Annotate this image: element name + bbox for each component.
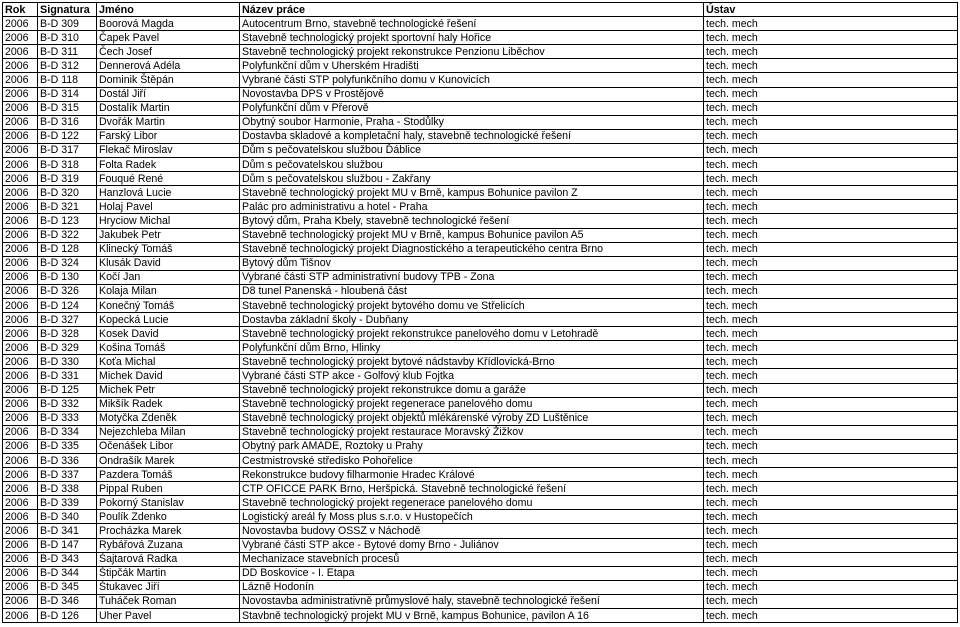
cell-rok: 2006	[3, 200, 38, 214]
theses-table	[2, 2, 958, 623]
cell-ustav: tech. mech	[704, 383, 958, 397]
cell-rok: 2006	[3, 298, 38, 312]
cell-nazev-prace: Stavebně technologický projekt MU v Brně, kampus Bohunice pavilon Z	[240, 186, 704, 200]
cell-signatura: B-D 123	[38, 214, 97, 228]
cell-ustav: tech. mech	[704, 228, 958, 242]
cell-jmeno: Kosek David	[97, 327, 240, 341]
cell-jmeno: Nejezchleba Milan	[97, 425, 240, 439]
table-row	[3, 143, 958, 157]
cell-rok: 2006	[3, 284, 38, 298]
table-row	[3, 369, 958, 383]
cell-ustav: tech. mech	[704, 313, 958, 327]
cell-signatura: B-D 338	[38, 482, 97, 496]
cell-jmeno: Ondrašík Marek	[97, 454, 240, 468]
table-row	[3, 580, 958, 594]
cell-rok: 2006	[3, 594, 38, 608]
cell-signatura: B-D 312	[38, 59, 97, 73]
table-row	[3, 115, 958, 129]
cell-signatura: B-D 339	[38, 496, 97, 510]
cell-nazev-prace: Polyfunkční dům v Uherském Hradišti	[240, 59, 704, 73]
cell-nazev-prace: Palác pro administrativu a hotel - Praha	[240, 200, 704, 214]
header-nazev-prace: Název práce	[240, 3, 704, 17]
cell-nazev-prace: Obytný soubor Harmonie, Praha - Stodůlky	[240, 115, 704, 129]
cell-rok: 2006	[3, 524, 38, 538]
cell-signatura: B-D 310	[38, 31, 97, 45]
header-row	[3, 3, 958, 17]
header-rok: Rok	[3, 3, 38, 17]
cell-signatura: B-D 314	[38, 87, 97, 101]
cell-ustav: tech. mech	[704, 59, 958, 73]
header-ustav: Ústav	[704, 3, 958, 17]
cell-rok: 2006	[3, 158, 38, 172]
cell-rok: 2006	[3, 609, 38, 623]
cell-ustav: tech. mech	[704, 17, 958, 31]
cell-jmeno: Klusák David	[97, 256, 240, 270]
cell-signatura: B-D 320	[38, 186, 97, 200]
cell-ustav: tech. mech	[704, 566, 958, 580]
cell-ustav: tech. mech	[704, 411, 958, 425]
cell-ustav: tech. mech	[704, 552, 958, 566]
cell-rok: 2006	[3, 411, 38, 425]
cell-rok: 2006	[3, 383, 38, 397]
cell-nazev-prace: Stavebně technologický projekt bytového domu ve Střelicích	[240, 298, 704, 312]
cell-jmeno: Čapek Pavel	[97, 31, 240, 45]
cell-signatura: B-D 344	[38, 566, 97, 580]
cell-nazev-prace: Stavebně technologický projekt restaurace Moravský Žižkov	[240, 425, 704, 439]
table-row	[3, 439, 958, 453]
cell-signatura: B-D 125	[38, 383, 97, 397]
cell-nazev-prace: Stavebně technologický projekt rekonstrukce Penzionu Liběchov	[240, 45, 704, 59]
cell-jmeno: Jakubek Petr	[97, 228, 240, 242]
cell-nazev-prace: Novostavba DPS v Prostějově	[240, 87, 704, 101]
cell-rok: 2006	[3, 87, 38, 101]
cell-rok: 2006	[3, 45, 38, 59]
cell-ustav: tech. mech	[704, 369, 958, 383]
table-row	[3, 341, 958, 355]
table-row	[3, 397, 958, 411]
cell-ustav: tech. mech	[704, 355, 958, 369]
table-row	[3, 327, 958, 341]
cell-nazev-prace: Vybrané části STP akce - Golfový klub Fojtka	[240, 369, 704, 383]
cell-ustav: tech. mech	[704, 580, 958, 594]
cell-signatura: B-D 336	[38, 454, 97, 468]
cell-ustav: tech. mech	[704, 327, 958, 341]
cell-ustav: tech. mech	[704, 256, 958, 270]
cell-signatura: B-D 130	[38, 270, 97, 284]
cell-nazev-prace: Dům s pečovatelskou službou - Zakřany	[240, 172, 704, 186]
cell-ustav: tech. mech	[704, 158, 958, 172]
cell-ustav: tech. mech	[704, 129, 958, 143]
table-row	[3, 186, 958, 200]
cell-nazev-prace: Stavebně technologický projekt MU v Brně, kampus Bohunice pavilon A5	[240, 228, 704, 242]
cell-signatura: B-D 329	[38, 341, 97, 355]
cell-rok: 2006	[3, 439, 38, 453]
cell-jmeno: Štipčák Martin	[97, 566, 240, 580]
cell-nazev-prace: Vybrané části STP polyfunkčního domu v Kunovicích	[240, 73, 704, 87]
cell-signatura: B-D 124	[38, 298, 97, 312]
cell-ustav: tech. mech	[704, 172, 958, 186]
cell-signatura: B-D 321	[38, 200, 97, 214]
cell-nazev-prace: Stavebně technologický projekt sportovní haly Hořice	[240, 31, 704, 45]
table-row	[3, 270, 958, 284]
cell-jmeno: Farský Libor	[97, 129, 240, 143]
cell-nazev-prace: Stavebně technologický projekt objektů mlékárenské výroby ZD Luštěnice	[240, 411, 704, 425]
table-row	[3, 284, 958, 298]
cell-rok: 2006	[3, 538, 38, 552]
header-jmeno: Jméno	[97, 3, 240, 17]
cell-signatura: B-D 309	[38, 17, 97, 31]
table-row	[3, 17, 958, 31]
cell-nazev-prace: Dostavba základní školy - Dubňany	[240, 313, 704, 327]
header-signatura: Signatura	[38, 3, 97, 17]
cell-jmeno: Hanzlová Lucie	[97, 186, 240, 200]
cell-ustav: tech. mech	[704, 510, 958, 524]
cell-ustav: tech. mech	[704, 298, 958, 312]
cell-nazev-prace: Cestmistrovské středisko Pohořelice	[240, 454, 704, 468]
cell-jmeno: Hryciow Michal	[97, 214, 240, 228]
table-row	[3, 129, 958, 143]
cell-ustav: tech. mech	[704, 594, 958, 608]
cell-rok: 2006	[3, 454, 38, 468]
cell-jmeno: Dennerová Adéla	[97, 59, 240, 73]
cell-ustav: tech. mech	[704, 397, 958, 411]
cell-jmeno: Kolaja Milan	[97, 284, 240, 298]
table-row	[3, 298, 958, 312]
cell-nazev-prace: Stavebně technologický projekt rekonstrukce domu a garáže	[240, 383, 704, 397]
cell-signatura: B-D 343	[38, 552, 97, 566]
cell-jmeno: Šajtarová Radka	[97, 552, 240, 566]
cell-signatura: B-D 318	[38, 158, 97, 172]
cell-nazev-prace: Vybrané části STP akce - Bytové domy Brno - Juliánov	[240, 538, 704, 552]
cell-rok: 2006	[3, 566, 38, 580]
cell-jmeno: Kočí Jan	[97, 270, 240, 284]
table-row	[3, 482, 958, 496]
cell-ustav: tech. mech	[704, 482, 958, 496]
cell-ustav: tech. mech	[704, 115, 958, 129]
table-row	[3, 510, 958, 524]
cell-rok: 2006	[3, 552, 38, 566]
table-row	[3, 383, 958, 397]
cell-rok: 2006	[3, 425, 38, 439]
cell-signatura: B-D 327	[38, 313, 97, 327]
cell-signatura: B-D 322	[38, 228, 97, 242]
cell-ustav: tech. mech	[704, 200, 958, 214]
table-row	[3, 87, 958, 101]
cell-jmeno: Košina Tomáš	[97, 341, 240, 355]
cell-nazev-prace: Stavebně technologický projekt rekonstrukce panelového domu v Letohradě	[240, 327, 704, 341]
cell-jmeno: Koťa Michal	[97, 355, 240, 369]
cell-rok: 2006	[3, 510, 38, 524]
table-row	[3, 214, 958, 228]
cell-signatura: B-D 345	[38, 580, 97, 594]
cell-signatura: B-D 333	[38, 411, 97, 425]
table-row	[3, 454, 958, 468]
cell-signatura: B-D 341	[38, 524, 97, 538]
cell-rok: 2006	[3, 270, 38, 284]
cell-jmeno: Klinecký Tomáš	[97, 242, 240, 256]
cell-rok: 2006	[3, 341, 38, 355]
cell-jmeno: Dvořák Martin	[97, 115, 240, 129]
cell-ustav: tech. mech	[704, 242, 958, 256]
cell-jmeno: Pazdera Tomáš	[97, 468, 240, 482]
cell-nazev-prace: Rekonstrukce budovy filharmonie Hradec Králové	[240, 468, 704, 482]
cell-ustav: tech. mech	[704, 143, 958, 157]
cell-jmeno: Boorová Magda	[97, 17, 240, 31]
cell-signatura: B-D 324	[38, 256, 97, 270]
cell-ustav: tech. mech	[704, 609, 958, 623]
cell-nazev-prace: Novostavba administrativně průmyslové haly, stavebně technologické řešení	[240, 594, 704, 608]
table-row	[3, 101, 958, 115]
cell-nazev-prace: Stavebně technologický projekt regenerace panelového domu	[240, 397, 704, 411]
table-row	[3, 31, 958, 45]
cell-jmeno: Kopecká Lucie	[97, 313, 240, 327]
cell-ustav: tech. mech	[704, 31, 958, 45]
cell-nazev-prace: DD Boskovice - I. Etapa	[240, 566, 704, 580]
cell-nazev-prace: Autocentrum Brno, stavebně technologické řešení	[240, 17, 704, 31]
table-row	[3, 524, 958, 538]
table-row	[3, 200, 958, 214]
table-row	[3, 355, 958, 369]
cell-rok: 2006	[3, 115, 38, 129]
cell-jmeno: Flekač Miroslav	[97, 143, 240, 157]
table-row	[3, 566, 958, 580]
cell-ustav: tech. mech	[704, 270, 958, 284]
table-row	[3, 158, 958, 172]
cell-signatura: B-D 335	[38, 439, 97, 453]
cell-ustav: tech. mech	[704, 468, 958, 482]
cell-signatura: B-D 328	[38, 327, 97, 341]
cell-rok: 2006	[3, 17, 38, 31]
table-row	[3, 552, 958, 566]
cell-nazev-prace: Mechanizace stavebních procesů	[240, 552, 704, 566]
cell-ustav: tech. mech	[704, 524, 958, 538]
cell-signatura: B-D 340	[38, 510, 97, 524]
table-row	[3, 425, 958, 439]
cell-jmeno: Pokorný Stanislav	[97, 496, 240, 510]
cell-rok: 2006	[3, 31, 38, 45]
cell-ustav: tech. mech	[704, 439, 958, 453]
table-row	[3, 538, 958, 552]
cell-nazev-prace: Dům s pečovatelskou službou	[240, 158, 704, 172]
cell-nazev-prace: Obytný park AMADE, Roztoky u Prahy	[240, 439, 704, 453]
cell-nazev-prace: Lázně Hodonín	[240, 580, 704, 594]
cell-signatura: B-D 315	[38, 101, 97, 115]
cell-ustav: tech. mech	[704, 538, 958, 552]
cell-jmeno: Rybářová Zuzana	[97, 538, 240, 552]
cell-signatura: B-D 330	[38, 355, 97, 369]
cell-ustav: tech. mech	[704, 284, 958, 298]
cell-rok: 2006	[3, 482, 38, 496]
cell-jmeno: Motyčka Zdeněk	[97, 411, 240, 425]
cell-signatura: B-D 118	[38, 73, 97, 87]
cell-rok: 2006	[3, 355, 38, 369]
cell-nazev-prace: Stavebně technologický projekt regenerace panelového domu	[240, 496, 704, 510]
cell-nazev-prace: Bytový dům, Praha Kbely, stavebně technologické řešení	[240, 214, 704, 228]
cell-rok: 2006	[3, 59, 38, 73]
table-row	[3, 496, 958, 510]
cell-nazev-prace: Stavbně technologický projekt MU v Brně, kampus Bohunice, pavilon A 16	[240, 609, 704, 623]
cell-nazev-prace: CTP OFICCE PARK Brno, Heršpická. Stavebně technologické řešení	[240, 482, 704, 496]
cell-signatura: B-D 334	[38, 425, 97, 439]
cell-nazev-prace: Logistický areál fy Moss plus s.r.o. v Hustopečích	[240, 510, 704, 524]
cell-rok: 2006	[3, 228, 38, 242]
cell-rok: 2006	[3, 73, 38, 87]
cell-nazev-prace: Bytový dům Tišnov	[240, 256, 704, 270]
cell-signatura: B-D 122	[38, 129, 97, 143]
cell-ustav: tech. mech	[704, 87, 958, 101]
cell-rok: 2006	[3, 369, 38, 383]
cell-signatura: B-D 126	[38, 609, 97, 623]
cell-nazev-prace: Stavebně technologický projekt Diagnostického a terapeutického centra Brno	[240, 242, 704, 256]
table-row	[3, 172, 958, 186]
cell-rok: 2006	[3, 580, 38, 594]
cell-jmeno: Holaj Pavel	[97, 200, 240, 214]
cell-jmeno: Dominik Štěpán	[97, 73, 240, 87]
cell-jmeno: Očenášek Libor	[97, 439, 240, 453]
cell-jmeno: Štukavec Jiří	[97, 580, 240, 594]
table-row	[3, 411, 958, 425]
table-row	[3, 228, 958, 242]
cell-rok: 2006	[3, 172, 38, 186]
cell-jmeno: Čech Josef	[97, 45, 240, 59]
table-row	[3, 59, 958, 73]
cell-rok: 2006	[3, 468, 38, 482]
cell-rok: 2006	[3, 256, 38, 270]
cell-ustav: tech. mech	[704, 73, 958, 87]
cell-rok: 2006	[3, 129, 38, 143]
cell-rok: 2006	[3, 101, 38, 115]
cell-signatura: B-D 332	[38, 397, 97, 411]
cell-signatura: B-D 331	[38, 369, 97, 383]
cell-jmeno: Dostál Jiří	[97, 87, 240, 101]
cell-signatura: B-D 326	[38, 284, 97, 298]
cell-rok: 2006	[3, 143, 38, 157]
cell-rok: 2006	[3, 214, 38, 228]
cell-nazev-prace: D8 tunel Panenská - hloubená část	[240, 284, 704, 298]
cell-ustav: tech. mech	[704, 496, 958, 510]
cell-signatura: B-D 317	[38, 143, 97, 157]
table-row	[3, 45, 958, 59]
cell-jmeno: Uher Pavel	[97, 609, 240, 623]
cell-rok: 2006	[3, 242, 38, 256]
cell-jmeno: Mikšík Radek	[97, 397, 240, 411]
cell-nazev-prace: Stavebně technologický projekt bytové nádstavby Křídlovická-Brno	[240, 355, 704, 369]
cell-jmeno: Dostalík Martin	[97, 101, 240, 115]
cell-rok: 2006	[3, 327, 38, 341]
cell-jmeno: Pippal Ruben	[97, 482, 240, 496]
cell-signatura: B-D 128	[38, 242, 97, 256]
table-row	[3, 242, 958, 256]
cell-ustav: tech. mech	[704, 186, 958, 200]
cell-ustav: tech. mech	[704, 341, 958, 355]
table-row	[3, 256, 958, 270]
cell-ustav: tech. mech	[704, 425, 958, 439]
cell-rok: 2006	[3, 313, 38, 327]
cell-signatura: B-D 337	[38, 468, 97, 482]
table-row	[3, 609, 958, 623]
cell-signatura: B-D 311	[38, 45, 97, 59]
cell-signatura: B-D 316	[38, 115, 97, 129]
table-row	[3, 594, 958, 608]
cell-ustav: tech. mech	[704, 101, 958, 115]
cell-jmeno: Poulík Zdenko	[97, 510, 240, 524]
table-row	[3, 468, 958, 482]
cell-nazev-prace: Dostavba skladové a kompletační haly, stavebně technologické řešení	[240, 129, 704, 143]
table-row	[3, 313, 958, 327]
cell-jmeno: Tuháček Roman	[97, 594, 240, 608]
cell-rok: 2006	[3, 496, 38, 510]
cell-jmeno: Procházka Marek	[97, 524, 240, 538]
cell-jmeno: Michek David	[97, 369, 240, 383]
cell-jmeno: Fouqué René	[97, 172, 240, 186]
table-body	[3, 17, 958, 623]
cell-nazev-prace: Novostavba budovy OSSZ v Náchodě	[240, 524, 704, 538]
cell-nazev-prace: Vybrané části STP administrativní budovy TPB - Zona	[240, 270, 704, 284]
cell-signatura: B-D 147	[38, 538, 97, 552]
cell-jmeno: Folta Radek	[97, 158, 240, 172]
cell-rok: 2006	[3, 397, 38, 411]
cell-nazev-prace: Polyfunkční dům Brno, Hlinky	[240, 341, 704, 355]
cell-ustav: tech. mech	[704, 45, 958, 59]
cell-jmeno: Konečný Tomáš	[97, 298, 240, 312]
table-row	[3, 73, 958, 87]
cell-ustav: tech. mech	[704, 454, 958, 468]
cell-rok: 2006	[3, 186, 38, 200]
cell-signatura: B-D 319	[38, 172, 97, 186]
cell-ustav: tech. mech	[704, 214, 958, 228]
cell-signatura: B-D 346	[38, 594, 97, 608]
cell-nazev-prace: Polyfunkční dům v Přerově	[240, 101, 704, 115]
cell-jmeno: Michek Petr	[97, 383, 240, 397]
cell-nazev-prace: Dům s pečovatelskou službou Ďáblice	[240, 143, 704, 157]
